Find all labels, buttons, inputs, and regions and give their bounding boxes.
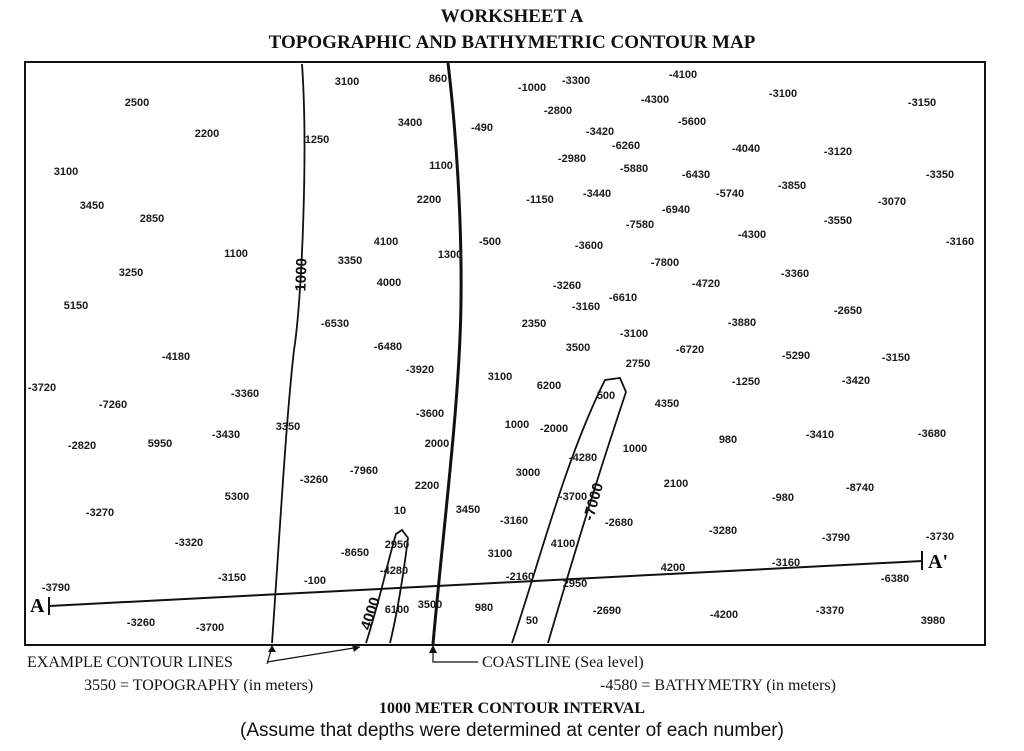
elevation-value: -100 [303,575,327,587]
legend-topography: 3550 = TOPOGRAPHY (in meters) [84,677,314,694]
elevation-value: 2200 [194,128,220,140]
elevation-value: 1000 [504,419,530,431]
elevation-value: -3410 [805,429,835,441]
elevation-value: 3500 [565,342,591,354]
elevation-value: 3100 [487,548,513,560]
elevation-value: -3730 [925,531,955,543]
elevation-value: 6200 [536,380,562,392]
elevation-value: 2950 [562,578,588,590]
elevation-value: -3320 [174,537,204,549]
elevation-value: -4720 [691,278,721,290]
elevation-value: -3300 [561,75,591,87]
elevation-value: 2100 [663,478,689,490]
elevation-value: -4200 [709,609,739,621]
elevation-value: 3100 [487,371,513,383]
example-arrow-head-4000 [352,645,360,652]
worksheet-title: WORKSHEET A [440,6,584,27]
legend-bathymetry: -4580 = BATHYMETRY (in meters) [600,677,836,694]
elevation-value: -3550 [823,215,853,227]
elevation-value: 2750 [625,358,651,370]
elevation-value: -3700 [558,491,588,503]
elevation-value: -3420 [841,375,871,387]
elevation-value: 3450 [79,200,105,212]
elevation-value: -3440 [582,188,612,200]
elevation-value: 980 [718,434,738,446]
elevation-value: -3370 [815,605,845,617]
elevation-value: -6480 [373,341,403,353]
elevation-value: -2650 [833,305,863,317]
elevation-value: -6530 [320,318,350,330]
elevation-value: 5300 [224,491,250,503]
elevation-value: -3430 [211,429,241,441]
elevation-value: -8650 [340,547,370,559]
elevation-value: -3070 [877,196,907,208]
elevation-value: 4000 [376,277,402,289]
elevation-value: -5740 [715,188,745,200]
contour-interval-note: 1000 METER CONTOUR INTERVAL [379,700,645,717]
elevation-value: -3260 [299,474,329,486]
contour-line-1000 [272,64,304,643]
contour-label-neg7000: -7000 [580,480,608,523]
elevation-value: -1250 [731,376,761,388]
elevation-value: -3420 [585,126,615,138]
elevation-value: -3790 [41,582,71,594]
elevation-value: 2850 [139,213,165,225]
elevation-value: 4100 [550,538,576,550]
elevation-value: 2350 [521,318,547,330]
contour-label-1000: 1000 [292,257,311,292]
elevation-value: 3000 [515,467,541,479]
elevation-value: -3100 [619,328,649,340]
elevation-value: -3120 [823,146,853,158]
elevation-value: -4180 [161,351,191,363]
elevation-value: -490 [470,122,494,134]
elevation-value: -5290 [781,350,811,362]
elevation-value: -1000 [517,82,547,94]
elevation-value: -1150 [526,194,554,206]
elevation-value: -3270 [85,507,115,519]
elevation-value: 3100 [53,166,79,178]
elevation-value: -4040 [731,143,761,155]
elevation-value: 1300 [437,249,463,261]
legend-coastline: COASTLINE (Sea level) [482,654,644,671]
elevation-value: 2000 [424,438,450,450]
elevation-value: -3280 [708,525,738,537]
elevation-value: 1100 [429,160,453,172]
elevation-value: 3450 [455,504,481,516]
elevation-value: -3150 [907,97,937,109]
coastline-arrow-head [429,645,437,653]
example-arrow-head-1000 [268,645,276,652]
elevation-value: -7960 [349,465,379,477]
elevation-value: 3250 [118,267,144,279]
elevation-value: 3980 [920,615,946,627]
elevation-value: 3500 [417,599,443,611]
elevation-value: -3920 [405,364,435,376]
elevation-value: -4100 [668,69,698,81]
legend-example-contours: EXAMPLE CONTOUR LINES [27,654,233,671]
elevation-value: -7800 [650,257,680,269]
elevation-value: 1250 [304,134,330,146]
contour-label-4000: 4000 [357,595,384,633]
elevation-value: 3400 [397,117,423,129]
example-arrow-4000 [267,647,360,662]
elevation-value: 500 [596,390,616,402]
elevation-value: 2500 [124,97,150,109]
elevation-value: 5950 [147,438,173,450]
elevation-value: -4300 [640,94,670,106]
coastline [433,63,461,644]
elevation-value: -3350 [925,169,955,181]
elevation-value: -3360 [780,268,810,280]
elevation-values [28,69,974,634]
elevation-value: -3600 [574,240,604,252]
elevation-value: -2980 [557,153,587,165]
profile-label-a: A [30,595,45,617]
elevation-value: -3260 [552,280,582,292]
elevation-value: 50 [525,615,539,627]
elevation-value: -8740 [845,482,875,494]
elevation-value: -4280 [379,565,409,577]
elevation-value: 2200 [414,480,440,492]
elevation-value: -3160 [945,236,975,248]
elevation-value: -2690 [592,605,622,617]
elevation-value: 860 [428,73,448,85]
elevation-value: -6260 [611,140,641,152]
elevation-value: 2950 [384,539,410,551]
elevation-value: -5880 [619,163,649,175]
coastline-arrow [433,650,478,662]
map-title: TOPOGRAPHIC AND BATHYMETRIC CONTOUR MAP [268,32,756,53]
elevation-value: 4350 [654,398,680,410]
elevation-value: -3720 [27,382,57,394]
elevation-value: -3160 [499,515,529,527]
elevation-value: -6610 [608,292,638,304]
profile-label-a-prime: A' [928,551,948,573]
elevation-value: -3260 [126,617,156,629]
elevation-value: -3160 [771,557,801,569]
elevation-value: -2820 [67,440,97,452]
elevation-value: 2200 [416,194,442,206]
elevation-value: -500 [478,236,502,248]
elevation-value: 980 [474,602,494,614]
elevation-value: 10 [393,505,407,517]
elevation-value: -6720 [675,344,705,356]
elevation-value: -4300 [737,229,767,241]
elevation-value: -7260 [98,399,128,411]
elevation-value: -2000 [539,423,569,435]
elevation-value: -3360 [230,388,260,400]
elevation-value: -4280 [568,452,598,464]
elevation-value: -3850 [777,180,807,192]
elevation-value: -2800 [543,105,573,117]
elevation-value: 4100 [373,236,399,248]
elevation-value: -3100 [768,88,798,100]
elevation-value: -3160 [571,301,601,313]
elevation-value: -2680 [604,517,634,529]
elevation-value: -3790 [821,532,851,544]
elevation-value: 1100 [224,248,248,260]
elevation-value: 3100 [334,76,360,88]
elevation-value: -6380 [880,573,910,585]
depth-assumption-note: (Assume that depths were determined at center of each number) [240,720,784,741]
elevation-value: 3350 [337,255,363,267]
elevation-value: -3700 [195,622,225,634]
elevation-value: 5150 [63,300,89,312]
elevation-value: -6430 [681,169,711,181]
elevation-value: -7580 [625,219,655,231]
elevation-value: 3350 [275,421,301,433]
elevation-value: -3150 [881,352,911,364]
elevation-value: 1000 [622,443,648,455]
elevation-value: 6100 [384,604,410,616]
elevation-value: -3150 [217,572,247,584]
elevation-value: -3880 [727,317,757,329]
elevation-value: -5600 [677,116,707,128]
elevation-value: -980 [771,492,795,504]
contour-line-neg7000 [512,378,626,643]
elevation-value: -3680 [917,428,947,440]
elevation-value: 4200 [660,562,686,574]
elevation-value: -2160 [505,571,535,583]
elevation-value: -6940 [661,204,691,216]
elevation-value: -3600 [415,408,445,420]
